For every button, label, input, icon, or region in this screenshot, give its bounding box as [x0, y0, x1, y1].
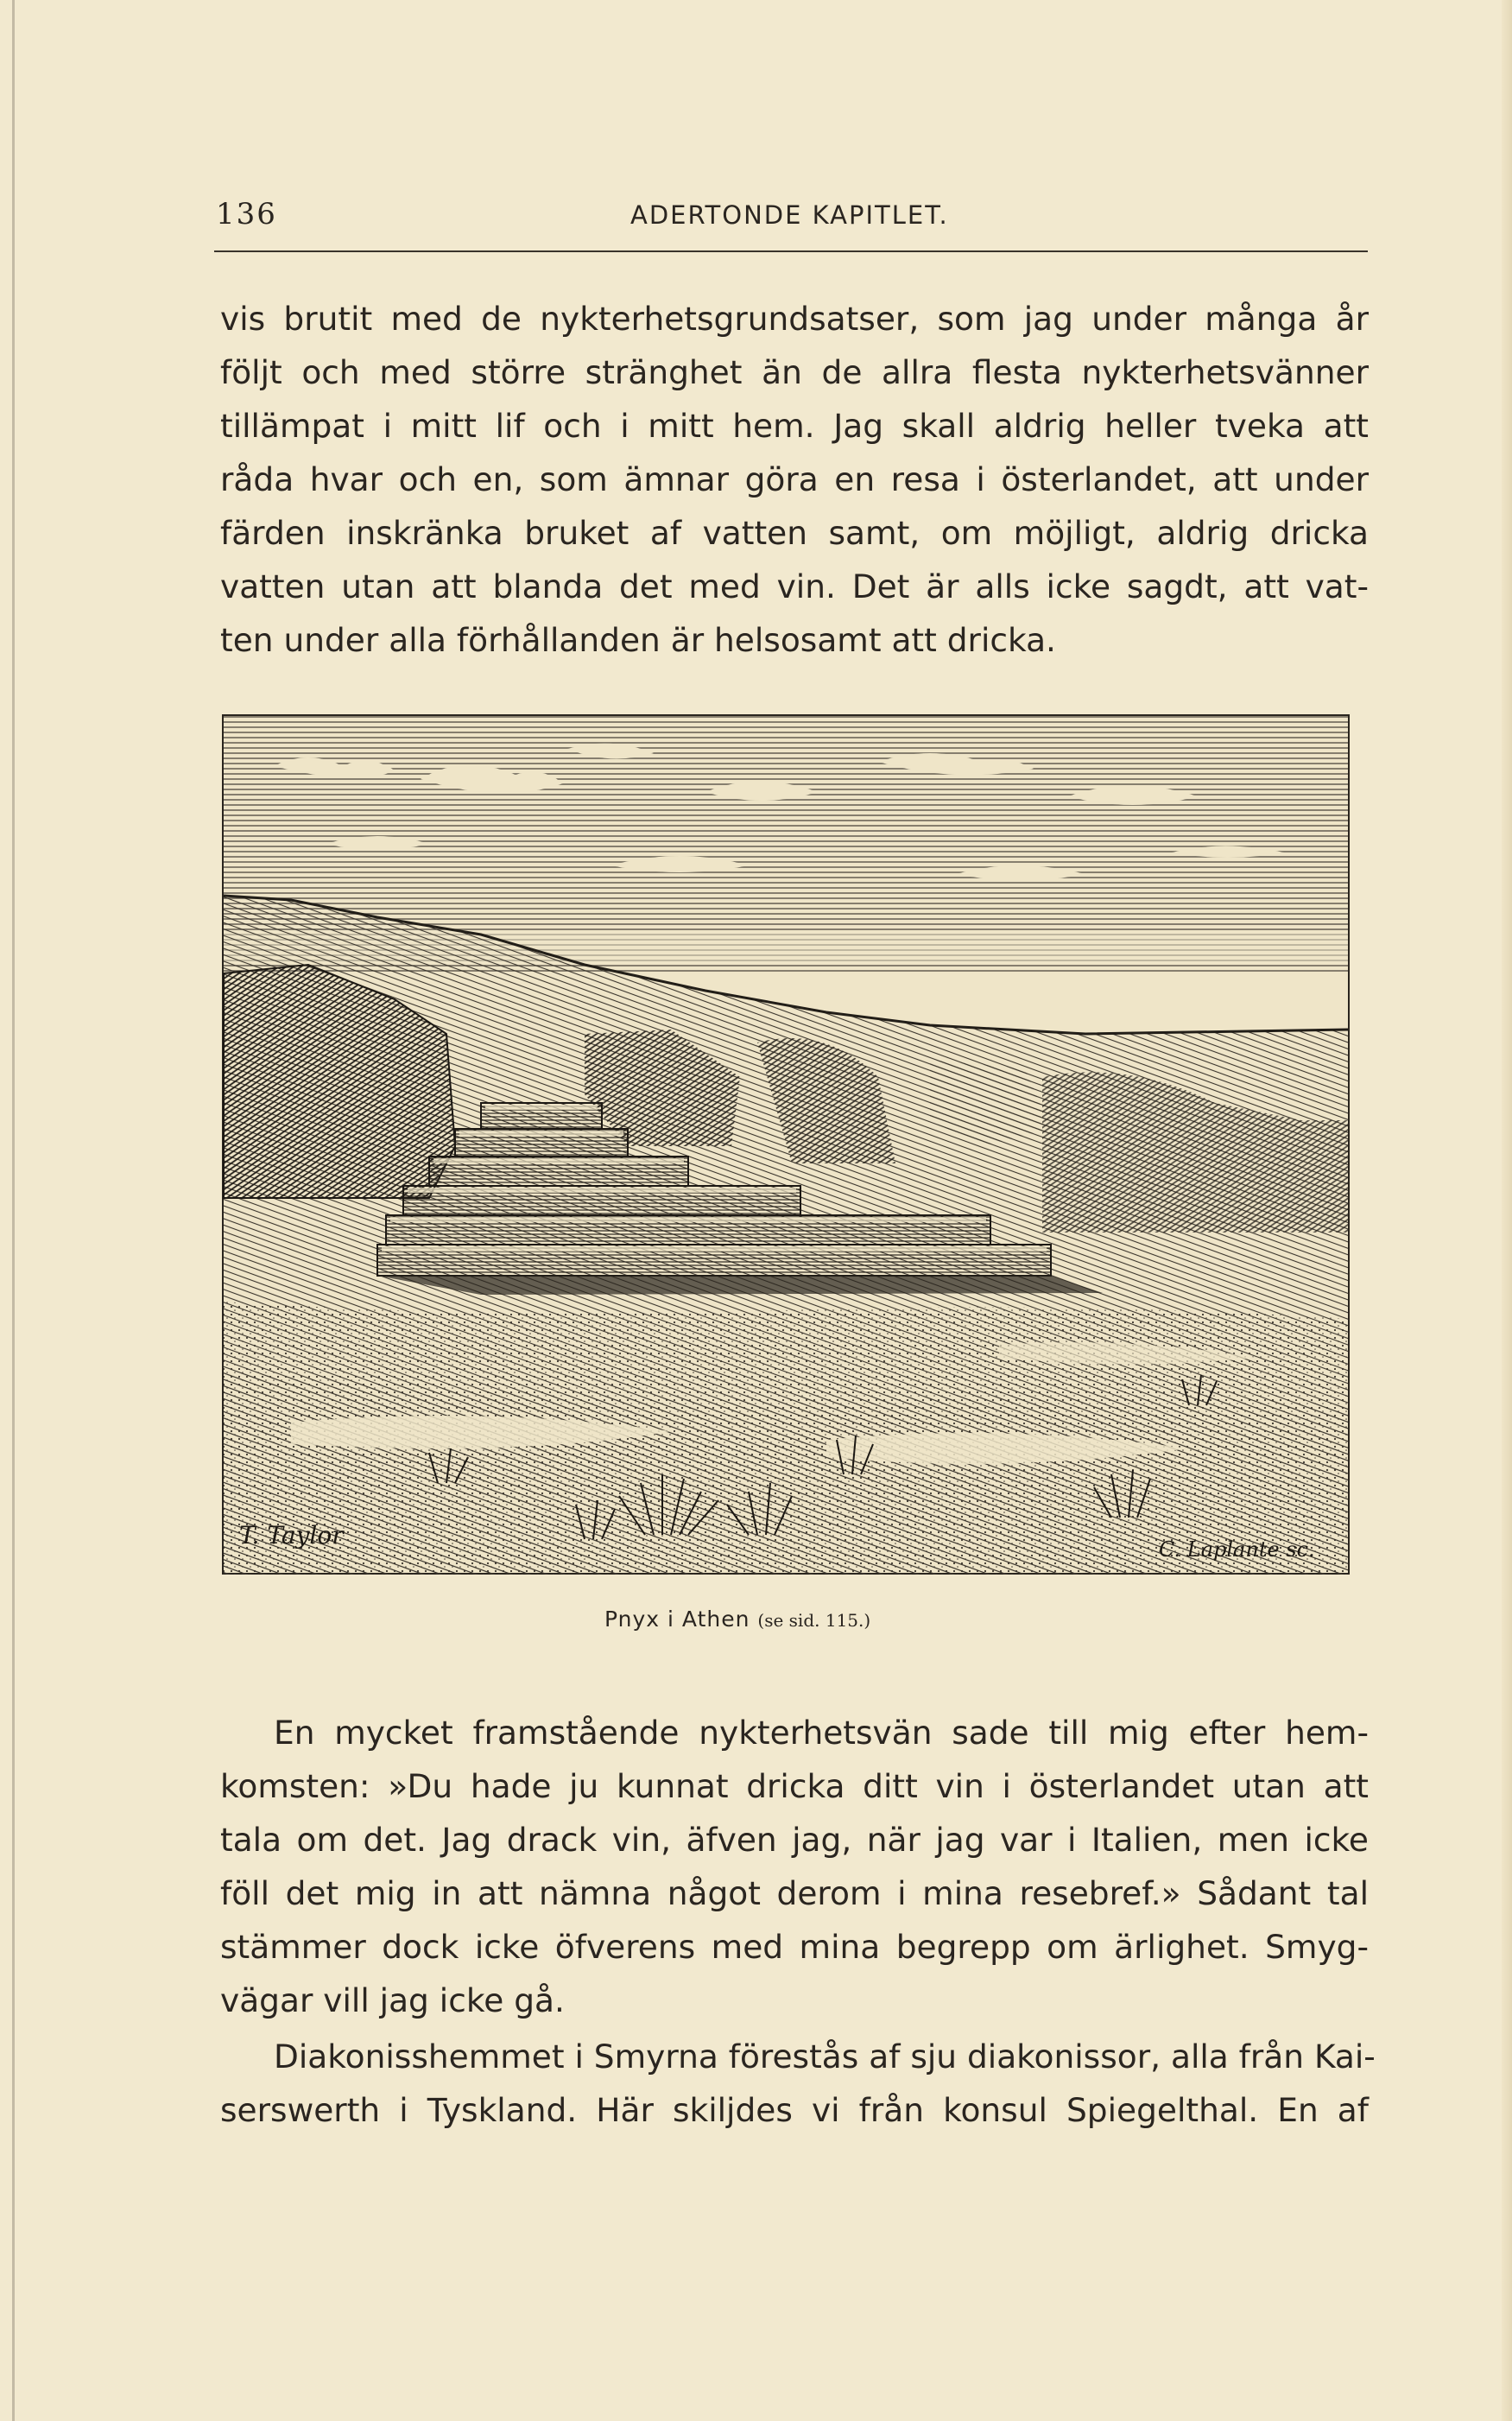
text-line: vis brutit med de nykterhetsgrundsatser, som jag under många år	[220, 300, 1369, 338]
text-line: vägar vill jag icke gå.	[220, 1981, 565, 2019]
text-line: råda hvar och en, som ämnar göra en resa i österlandet, att under	[220, 460, 1369, 498]
paragraph-3	[220, 2030, 1376, 2137]
running-head	[216, 197, 1364, 231]
text-line: En mycket framstående nykterhetsvän sade till mig efter hem-	[274, 1714, 1369, 1752]
text-line: färden inskränka bruket af vatten samt, om möjligt, aldrig dricka	[220, 514, 1369, 552]
text-line: tillämpat i mitt lif och i mitt hem. Jag skall aldrig heller tveka att	[220, 407, 1369, 445]
engraver-signature-right: C. Laplante sc.	[1159, 1537, 1315, 1562]
caption-page-reference: (se sid. 115.)	[757, 1610, 871, 1631]
figure-caption	[604, 1607, 870, 1632]
text-line: tala om det. Jag drack vin, äfven jag, när jag var i Italien, men icke	[220, 1821, 1369, 1859]
text-line: föll det mig in att nämna något derom i mina resebref.» Sådant tal	[220, 1874, 1369, 1912]
text-line: Diakonisshemmet i Smyrna förestås af sju diakonissor, alla från Kai-	[274, 2038, 1376, 2076]
text-line: serswerth i Tyskland. Här skiljdes vi från konsul Spiegelthal. En af	[220, 2091, 1369, 2129]
header-rule	[214, 250, 1368, 252]
text-line: ten under alla förhållanden är helsosamt att dricka.	[220, 621, 1056, 659]
paragraph-2	[220, 1706, 1369, 2027]
paragraph-1	[220, 292, 1369, 667]
chapter-title: ADERTONDE KAPITLET.	[630, 200, 949, 230]
engraving-figure	[222, 714, 1350, 1575]
caption-title: Pnyx i Athen	[604, 1607, 750, 1632]
text-line: följt och med större stränghet än de allra flesta nykterhetsvänner	[220, 353, 1369, 391]
text-line: komsten: »Du hade ju kunnat dricka ditt vin i österlandet utan att	[220, 1767, 1369, 1805]
page-number: 136	[216, 197, 277, 231]
engraving-illustration	[222, 714, 1350, 1575]
text-line: vatten utan att blanda det med vin. Det är alls icke sagdt, att vat-	[220, 567, 1369, 605]
text-line: stämmer dock icke öfverens med mina begrepp om ärlighet. Smyg-	[220, 1928, 1369, 1966]
artist-signature-left: T. Taylor	[239, 1521, 344, 1550]
